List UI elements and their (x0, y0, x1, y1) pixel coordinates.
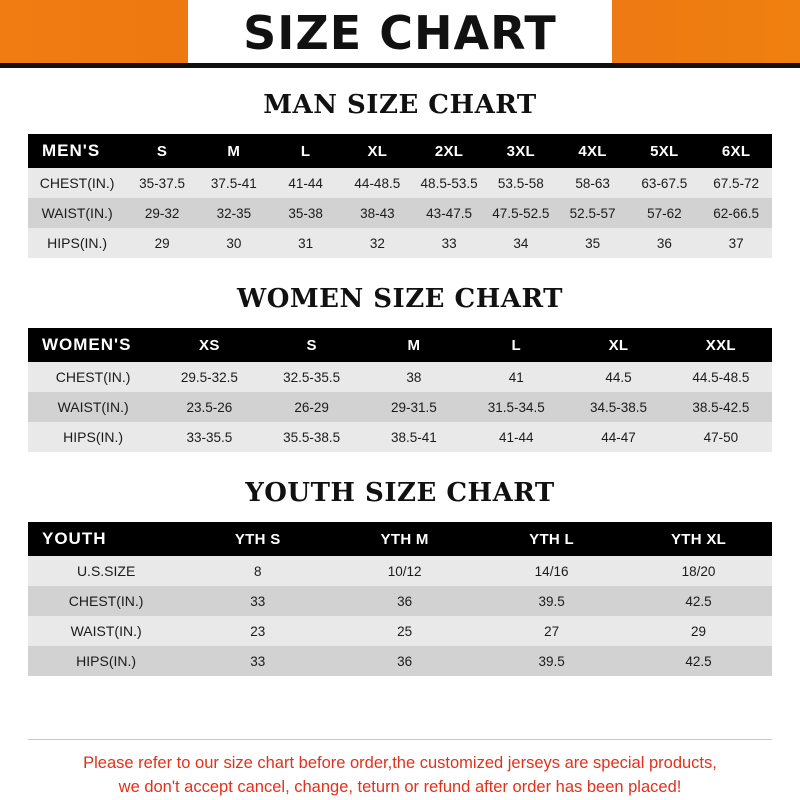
col-header: L (465, 328, 567, 362)
cell: 38.5-41 (363, 422, 465, 452)
col-header: XXL (670, 328, 772, 362)
col-header: YTH S (184, 522, 331, 556)
cell: 31.5-34.5 (465, 392, 567, 422)
cell: 35-38 (270, 198, 342, 228)
table-row (28, 228, 772, 258)
row-label: U.S.SIZE (28, 556, 184, 586)
col-header: WOMEN'S (28, 328, 158, 362)
cell: 38 (363, 362, 465, 392)
spacer-women (28, 314, 772, 328)
cell: 37.5-41 (198, 168, 270, 198)
cell: 27 (478, 616, 625, 646)
col-header: M (363, 328, 465, 362)
cell: 29 (126, 228, 198, 258)
cell: 47-50 (670, 422, 772, 452)
cell: 44-48.5 (341, 168, 413, 198)
cell: 63-67.5 (628, 168, 700, 198)
cell: 39.5 (478, 646, 625, 676)
col-header: 4XL (557, 134, 629, 168)
col-header: MEN'S (28, 134, 126, 168)
col-header: 3XL (485, 134, 557, 168)
women-size-table (28, 328, 772, 452)
col-header: XS (158, 328, 260, 362)
note-line-1: Please refer to our size chart before order,the customized jerseys are special products, (83, 754, 717, 773)
cell: 41-44 (270, 168, 342, 198)
col-header: XL (341, 134, 413, 168)
col-header: 6XL (700, 134, 772, 168)
cell: 32 (341, 228, 413, 258)
row-label: HIPS(IN.) (28, 646, 184, 676)
col-header: YOUTH (28, 522, 184, 556)
cell: 36 (628, 228, 700, 258)
cell: 67.5-72 (700, 168, 772, 198)
cell: 53.5-58 (485, 168, 557, 198)
cell: 57-62 (628, 198, 700, 228)
cell: 23.5-26 (158, 392, 260, 422)
table-row (28, 392, 772, 422)
cell: 8 (184, 556, 331, 586)
cell: 42.5 (625, 646, 772, 676)
table-row (28, 646, 772, 676)
cell: 39.5 (478, 586, 625, 616)
row-label: WAIST(IN.) (28, 198, 126, 228)
spacer-youth (28, 508, 772, 522)
cell: 43-47.5 (413, 198, 485, 228)
col-header: YTH M (331, 522, 478, 556)
col-header: 5XL (628, 134, 700, 168)
cell: 58-63 (557, 168, 629, 198)
youth-section-title: YOUTH SIZE CHART (245, 478, 555, 508)
col-header: YTH XL (625, 522, 772, 556)
cell: 29-32 (126, 198, 198, 228)
spacer-flex (28, 676, 772, 739)
man-section-title: MAN SIZE CHART (263, 90, 537, 120)
cell: 18/20 (625, 556, 772, 586)
cell: 10/12 (331, 556, 478, 586)
cell: 38.5-42.5 (670, 392, 772, 422)
note-line-2: we don't accept cancel, change, teturn or refund after order has been placed! (118, 778, 682, 797)
cell: 23 (184, 616, 331, 646)
cell: 44.5-48.5 (670, 362, 772, 392)
row-label: HIPS(IN.) (28, 422, 158, 452)
cell: 44-47 (567, 422, 669, 452)
col-header: XL (567, 328, 669, 362)
table-header-row (28, 134, 772, 168)
header-banner (0, 0, 800, 68)
footer-note (28, 739, 772, 800)
table-row (28, 586, 772, 616)
cell: 29.5-32.5 (158, 362, 260, 392)
cell: 52.5-57 (557, 198, 629, 228)
cell: 35 (557, 228, 629, 258)
cell: 34.5-38.5 (567, 392, 669, 422)
table-header-row (28, 328, 772, 362)
cell: 33 (413, 228, 485, 258)
cell: 36 (331, 586, 478, 616)
row-label: HIPS(IN.) (28, 228, 126, 258)
cell: 31 (270, 228, 342, 258)
cell: 37 (700, 228, 772, 258)
col-header: 2XL (413, 134, 485, 168)
cell: 48.5-53.5 (413, 168, 485, 198)
cell: 42.5 (625, 586, 772, 616)
cell: 33 (184, 586, 331, 616)
table-row (28, 198, 772, 228)
spacer-top (28, 68, 772, 90)
row-label: CHEST(IN.) (28, 362, 158, 392)
cell: 62-66.5 (700, 198, 772, 228)
cell: 29 (625, 616, 772, 646)
cell: 25 (331, 616, 478, 646)
row-label: WAIST(IN.) (28, 616, 184, 646)
table-row (28, 616, 772, 646)
cell: 35.5-38.5 (260, 422, 362, 452)
cell: 47.5-52.5 (485, 198, 557, 228)
table-header-row (28, 522, 772, 556)
cell: 33 (184, 646, 331, 676)
spacer-man (28, 120, 772, 134)
cell: 32-35 (198, 198, 270, 228)
table-row (28, 362, 772, 392)
cell: 32.5-35.5 (260, 362, 362, 392)
table-row (28, 168, 772, 198)
content-area (0, 68, 800, 739)
cell: 29-31.5 (363, 392, 465, 422)
page-title: SIZE CHART (243, 6, 557, 60)
col-header: L (270, 134, 342, 168)
cell: 35-37.5 (126, 168, 198, 198)
row-label: WAIST(IN.) (28, 392, 158, 422)
col-header: S (126, 134, 198, 168)
cell: 14/16 (478, 556, 625, 586)
cell: 41-44 (465, 422, 567, 452)
row-label: CHEST(IN.) (28, 168, 126, 198)
col-header: S (260, 328, 362, 362)
cell: 38-43 (341, 198, 413, 228)
cell: 36 (331, 646, 478, 676)
col-header: M (198, 134, 270, 168)
col-header: YTH L (478, 522, 625, 556)
youth-size-table (28, 522, 772, 676)
cell: 34 (485, 228, 557, 258)
women-section-title: WOMEN SIZE CHART (237, 284, 563, 314)
cell: 33-35.5 (158, 422, 260, 452)
spacer-women-top (28, 258, 772, 284)
banner-underline (0, 63, 800, 68)
cell: 26-29 (260, 392, 362, 422)
man-size-table (28, 134, 772, 258)
table-row (28, 422, 772, 452)
cell: 44.5 (567, 362, 669, 392)
spacer-youth-top (28, 452, 772, 478)
table-row (28, 556, 772, 586)
cell: 41 (465, 362, 567, 392)
row-label: CHEST(IN.) (28, 586, 184, 616)
cell: 30 (198, 228, 270, 258)
